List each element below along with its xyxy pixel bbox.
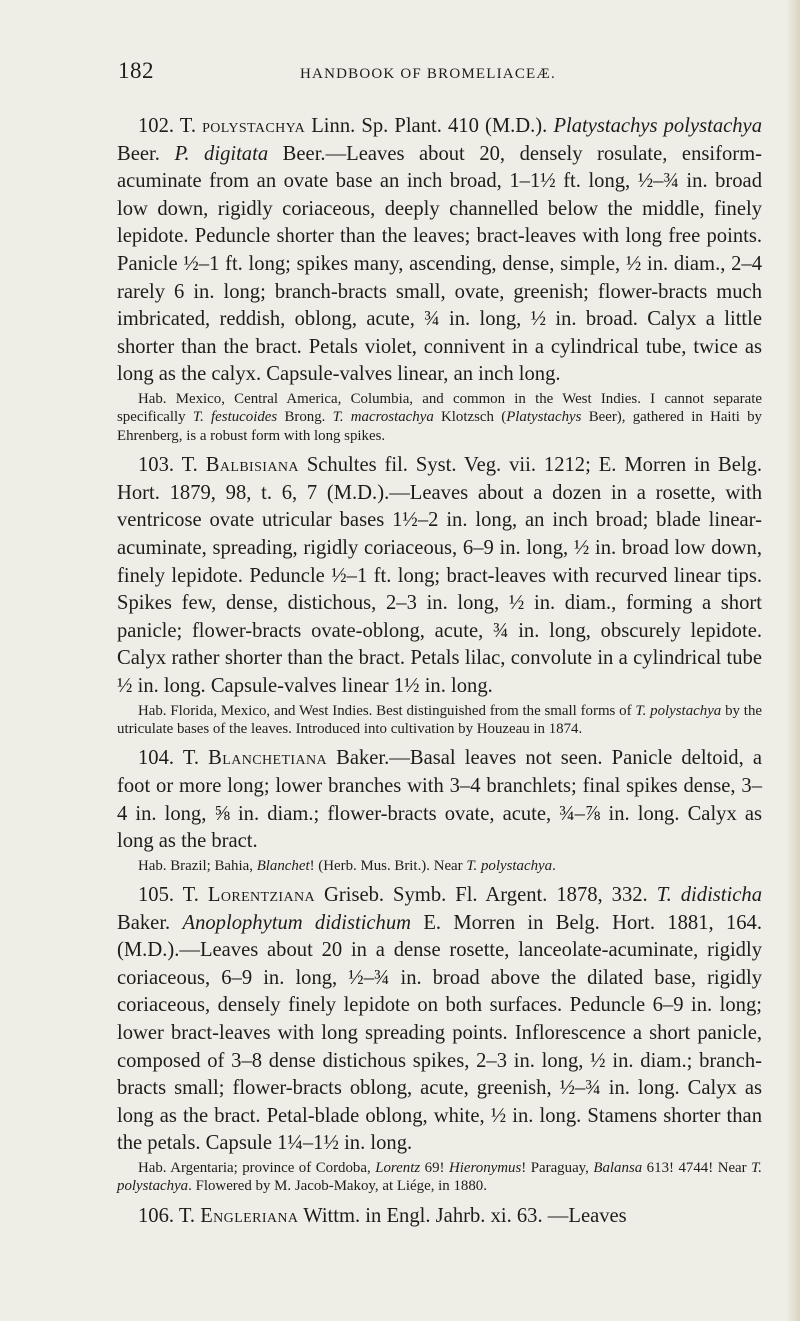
genus-abbrev: T. (182, 884, 199, 907)
page-edge-shadow (786, 0, 800, 1321)
habitat-text: Brong. (277, 409, 333, 426)
taxon-name: T. polystachya (466, 857, 553, 874)
species-name: Balbisiana (205, 454, 299, 477)
habitat-note-105 (117, 1159, 762, 1196)
habitat-note-102 (117, 390, 762, 445)
habitat-note-103 (117, 702, 762, 739)
entry-text: Griseb. Symb. Fl. Argent. 1878, 332. (315, 884, 657, 907)
entry-description: Wittm. in Engl. Jahrb. xi. 63. —Leaves (298, 1204, 627, 1227)
genus-abbrev: T. (179, 115, 196, 137)
genus-abbrev: T. (181, 454, 198, 477)
species-entry-103 (117, 452, 762, 700)
species-name: polystachya (202, 115, 306, 137)
habitat-text: Hab. Argentaria; province of Cordoba, (138, 1160, 376, 1177)
running-head: HANDBOOK OF BROMELIACEÆ. (300, 66, 556, 82)
habitat-text: . Flowered by M. Jacob-Makoy, at Liége, in 1880. (188, 1178, 487, 1195)
entry-text: Linn. Sp. Plant. 410 (M.D.). (305, 115, 554, 137)
synonym: Platystachys polystachya (553, 115, 762, 137)
entry-number: 105. (138, 884, 175, 907)
entry-description: E. Morren in Belg. Hort. 1881, 164. (M.D.).—Leaves about 20 in a dense rosette, lanceolate-acuminate, rigidly coriaceous, 6–9 in. long, ½–¾ in. broad above the dilated base, rigidly coriaceous, densely finely lepidote on both surfaces. Peduncle 6–9 in. long; lower bract-leaves with long spreading points. Inflorescence a short panicle, composed of 3–8 dense distichous spikes, 2–3 in. long, ½ in. diam.; branch-bracts small; flower-bracts oblong, acute, greenish, ½–¾ in. long. Calyx as long as the bract. Petal-blade oblong, white, ½ in. long. Stamens shorter than the petals. Capsule 1¼–1½ in. long. (117, 911, 762, 1155)
collector-name: Lorentz (375, 1160, 421, 1177)
habitat-text: . (552, 857, 556, 874)
taxon-name: T. festucoides (192, 409, 278, 426)
habitat-text: Hab. Florida, Mexico, and West Indies. Best distinguished from the small forms of (138, 702, 636, 719)
taxon-name: T. polystachya (117, 1160, 763, 1195)
taxon-name: Platystachys (506, 409, 582, 426)
species-name: Engleriana (200, 1204, 299, 1227)
entry-number: 104. (138, 747, 175, 770)
taxon-name: T. macrostachya (332, 409, 434, 426)
habitat-text: Hab. Brazil; Bahia, (138, 857, 257, 874)
habitat-text: ! Paraguay, (521, 1160, 594, 1177)
entry-description: Beer.—Leaves about 20, densely rosulate, ensiform-acuminate from an ovate base an inch broad, 1–1½ ft. long, ½–¾ in. broad low down, rigidly coriaceous, deeply channelled below the middle, finely lepidote. Peduncle shorter than the leaves; bract-leaves with long free points. Panicle ½–1 ft. long; spikes many, ascending, dense, simple, ½ in. diam., 2–4 rarely 6 in. long; branch-bracts small, ovate, greenish; flower-bracts much imbricated, reddish, oblong, acute, ¾ in. long, ½ in. broad. Calyx a little shorter than the bract. Petals violet, connivent in a cylindrical tube, twice as long as the calyx. Capsule-valves linear, an inch long. (117, 142, 762, 386)
entry-number: 102. (138, 115, 175, 137)
habitat-note-104 (117, 857, 762, 875)
synonym: Anoplophytum didistichum (182, 911, 412, 934)
habitat-text: Beer), gathered in Haiti by Ehrenberg, is a robust form with long spikes. (117, 409, 762, 444)
entry-text: Baker. (117, 911, 183, 934)
genus-abbrev: T. (178, 1204, 196, 1227)
species-name: Blanchetiana (208, 747, 327, 770)
habitat-text: 69! (420, 1160, 450, 1177)
species-name: Lorentziana (207, 884, 316, 907)
synonym: T. didisticha (656, 884, 762, 907)
taxon-name: T. polystachya (635, 702, 722, 719)
entry-text: Beer. (117, 142, 175, 165)
habitat-text: Hab. Mexico, Central America, Columbia, and common in the West Indies. I cannot separate specifically (117, 390, 762, 426)
species-entry-105 (117, 882, 762, 1158)
entry-number: 106. (138, 1204, 175, 1227)
page-body (117, 113, 762, 1230)
species-entry-106 (117, 1203, 762, 1231)
synonym: P. digitata (174, 142, 269, 165)
habitat-text: ! (Herb. Mus. Brit.). Near (309, 857, 467, 874)
habitat-text: 613! 4744! Near (642, 1160, 752, 1177)
collector-name: Blanchet (256, 857, 310, 874)
page-number: 182 (118, 58, 154, 83)
entry-number: 103. (138, 454, 175, 477)
species-entry-102 (117, 113, 762, 389)
entry-description: Schultes fil. Syst. Veg. vii. 1212; E. Morren in Belg. Hort. 1879, 98, t. 6, 7 (M.D.).—Leaves about a dozen in a rosette, with ventricose ovate utricular bases 1½–2 in. long, an inch broad; blade linear-acuminate, spreading, rigidly coriaceous, 6–9 in. long, ½ in. broad low down, finely lepidote. Peduncle ½–1 ft. long; bract-leaves with recurved linear tips. Spikes few, dense, distichous, 2–3 in. long, ½ in. diam., forming a short panicle; flower-bracts ovate-oblong, acute, ¾ in. long, obscurely lepidote. Calyx rather shorter than the bract. Petals lilac, convolute in a cylindrical tube ½ in. long. Capsule-valves linear 1½ in. long. (117, 454, 763, 697)
collector-name: Balansa (593, 1160, 643, 1177)
entry-description: Baker.—Basal leaves not seen. Panicle deltoid, a foot or more long; lower branches with 3–4 branchlets; final spikes dense, 3–4 in. long, ⅝ in. diam.; flower-bracts ovate, acute, ¾–⅞ in. long. Calyx as long as the bract. (117, 747, 762, 853)
habitat-text: by the utriculate bases of the leaves. Introduced into cultivation by Houzeau in 1874. (117, 702, 763, 737)
collector-name: Hieronymus (449, 1160, 522, 1177)
species-entry-104 (117, 745, 762, 855)
genus-abbrev: T. (182, 747, 200, 770)
habitat-text: Klotzsch ( (433, 409, 507, 426)
